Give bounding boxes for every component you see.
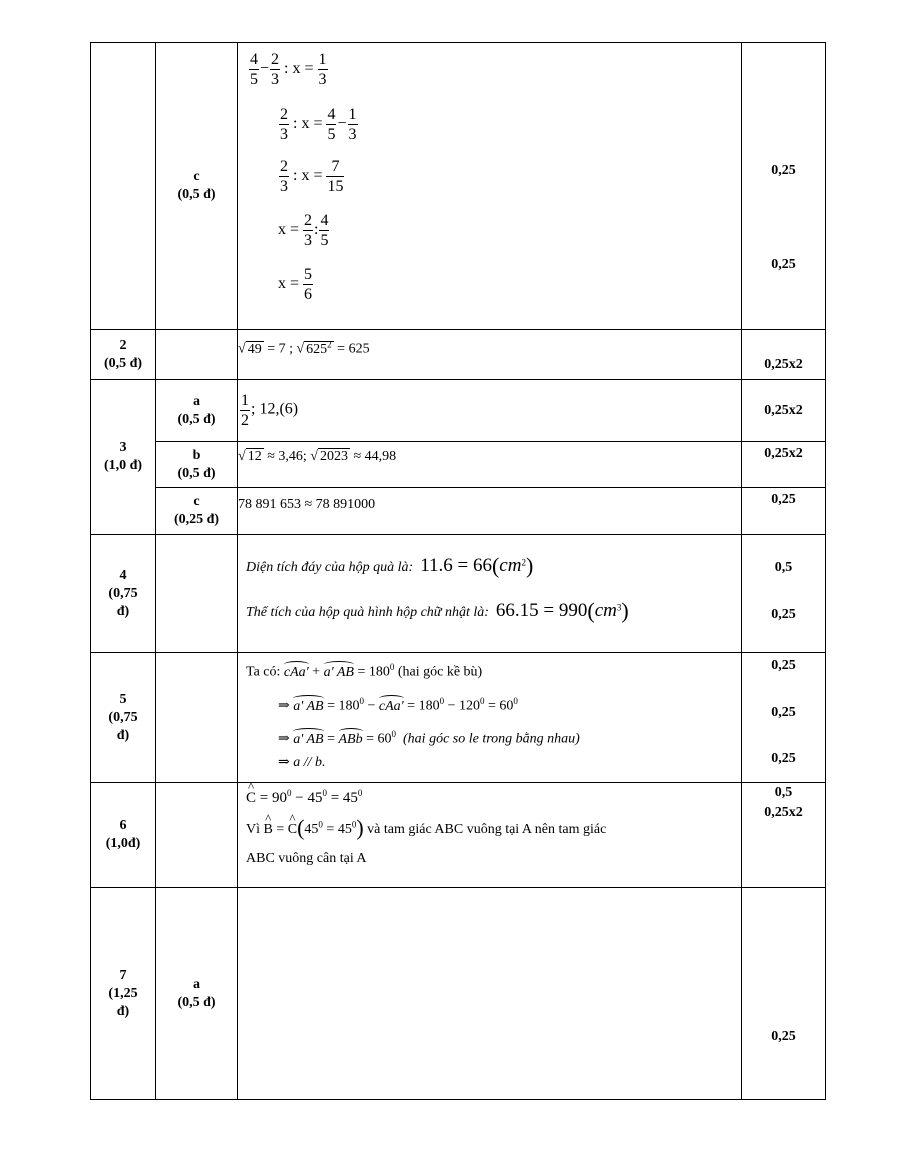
score: 0,25 <box>771 257 796 272</box>
question-points: (1,25 <box>108 985 138 1001</box>
step-3: ⇒ a' AB = ABb = $60^0$ (hai góc so le trong bằng nhau) <box>278 729 580 747</box>
score-cell <box>742 43 826 330</box>
score: 0,5 <box>774 785 793 800</box>
solution-cell <box>238 783 742 888</box>
question-number: 3 <box>119 440 127 455</box>
score: 0,25 <box>771 492 796 507</box>
solution-cell: $\frac{1}{2}$ ; 12,(6) <box>238 380 742 442</box>
score-cell <box>742 783 826 888</box>
part-label: b <box>192 447 201 463</box>
step-1: ^ $C = 90^0 - 45^0 = 45^0$ <box>246 788 362 807</box>
step-2: ⇒ a' AB = $180^0 - cAa' = 180^0 - 120^0 = 60^0$ <box>278 696 518 714</box>
row-q5 <box>91 653 826 783</box>
part-cell <box>156 888 238 1100</box>
question-number: 4 <box>119 567 127 583</box>
score-cell <box>742 653 826 783</box>
row-q7a <box>91 888 826 1100</box>
part-cell <box>156 330 238 380</box>
row-q3a <box>91 380 826 442</box>
part-label: c <box>193 494 200 509</box>
rounding-result: 78 891 653 ≈ 78 891000 <box>238 497 376 512</box>
question-number: 5 <box>119 691 127 707</box>
solution-cell: √ 12 ≈ 3,46; √ 2023 ≈ 44,98 <box>238 442 742 488</box>
part-label: a <box>193 976 200 992</box>
volume-line: Thể tích của hộp quà hình hộp chữ nhật là: $66.15 = 990(cm^3)$ <box>246 598 629 623</box>
question-points: (0,5 đ) <box>103 355 143 371</box>
part-cell <box>156 783 238 888</box>
part-cell <box>156 653 238 783</box>
part-label: a <box>193 393 200 409</box>
step-4: x = $\frac{2}{3}$ : $\frac{4}{5}$ <box>278 211 329 249</box>
score: 0,25 <box>771 163 796 178</box>
solution-cell <box>238 535 742 653</box>
question-points: (0,75 <box>108 585 138 601</box>
part-label: c <box>193 169 200 184</box>
step-1: $\frac{4}{5}$ − $\frac{2}{3}$ : x = $\frac{1}{3}$ <box>250 50 327 88</box>
score-cell <box>742 380 826 442</box>
question-cell <box>91 330 156 380</box>
part-points: (0,5 đ) <box>177 411 216 427</box>
step-3: $\frac{2}{3}$ : x = $\frac{7}{15}$ <box>280 157 344 195</box>
answer-key-table <box>90 42 826 1100</box>
score: 0,25x2 <box>764 402 803 418</box>
part-cell <box>156 380 238 442</box>
question-number: 7 <box>119 967 127 983</box>
row-q3b <box>91 442 826 488</box>
part-cell <box>156 535 238 653</box>
question-cell: 7 (1,25 đ) <box>91 888 156 1100</box>
row-q1c <box>91 43 826 330</box>
score-cell <box>742 330 826 380</box>
score: 0,25 <box>771 1029 796 1044</box>
question-cell: 5 (0,75 đ) <box>91 653 156 783</box>
question-points: (1,0đ) <box>105 836 141 851</box>
score: 0,25 <box>771 607 796 622</box>
score-cell <box>742 442 826 488</box>
solution-cell <box>238 43 742 330</box>
score: 0,25x2 <box>764 446 803 461</box>
question-cell <box>91 380 156 535</box>
question-cell <box>91 43 156 330</box>
row-q3c <box>91 488 826 535</box>
score: 0,5 <box>774 560 793 575</box>
score: 0,25x2 <box>764 357 803 372</box>
score: 0,25 <box>771 751 796 766</box>
part-cell <box>156 43 238 330</box>
part-points: (0,25 đ) <box>173 512 220 527</box>
score: 0,25 <box>771 705 796 720</box>
row-q2 <box>91 330 826 380</box>
solution-cell <box>238 488 742 535</box>
part-points: (0,5 đ) <box>177 465 216 481</box>
score: 0,25 <box>771 658 796 673</box>
step-2: Vì ^ B = ^ $C(45^0 = 45^0)$ và tam giác ABC vuông tại A nên tam giác <box>246 815 606 841</box>
question-number: 2 <box>119 337 127 353</box>
solution-cell: √ 49 = 7 ; √ $625^2 = 625$ <box>238 330 742 380</box>
part-cell <box>156 488 238 535</box>
score: 0,25x2 <box>764 805 803 820</box>
base-area-line: Diện tích đáy của hộp quà là: $11.6 = 66(cm^2)$ <box>246 553 534 578</box>
row-q6 <box>91 783 826 888</box>
question-number: 6 <box>119 818 127 833</box>
part-points: (0,5 đ) <box>177 187 216 202</box>
part-cell <box>156 442 238 488</box>
question-cell: 4 (0,75 đ) <box>91 535 156 653</box>
solution-cell <box>238 653 742 783</box>
step-3: ABC vuông cân tại A <box>246 851 367 866</box>
row-q4 <box>91 535 826 653</box>
step-5: x = $\frac{5}{6}$ <box>278 265 313 303</box>
question-points: (0,75 <box>108 709 138 725</box>
score-cell <box>742 488 826 535</box>
step-4: ⇒ a // b. <box>278 755 326 770</box>
step-1: Ta có: cAa' + a' AB = $180^0$ (hai góc kề bù) <box>246 662 483 680</box>
score-cell <box>742 888 826 1100</box>
question-points: (1,0 đ) <box>103 458 143 473</box>
score-cell <box>742 535 826 653</box>
solution-cell <box>238 888 742 1100</box>
question-cell <box>91 783 156 888</box>
step-2: $\frac{2}{3}$ : x = $\frac{4}{5}$ − $\frac{1}{3}$ <box>280 105 357 143</box>
part-points: (0,5 đ) <box>177 994 216 1010</box>
